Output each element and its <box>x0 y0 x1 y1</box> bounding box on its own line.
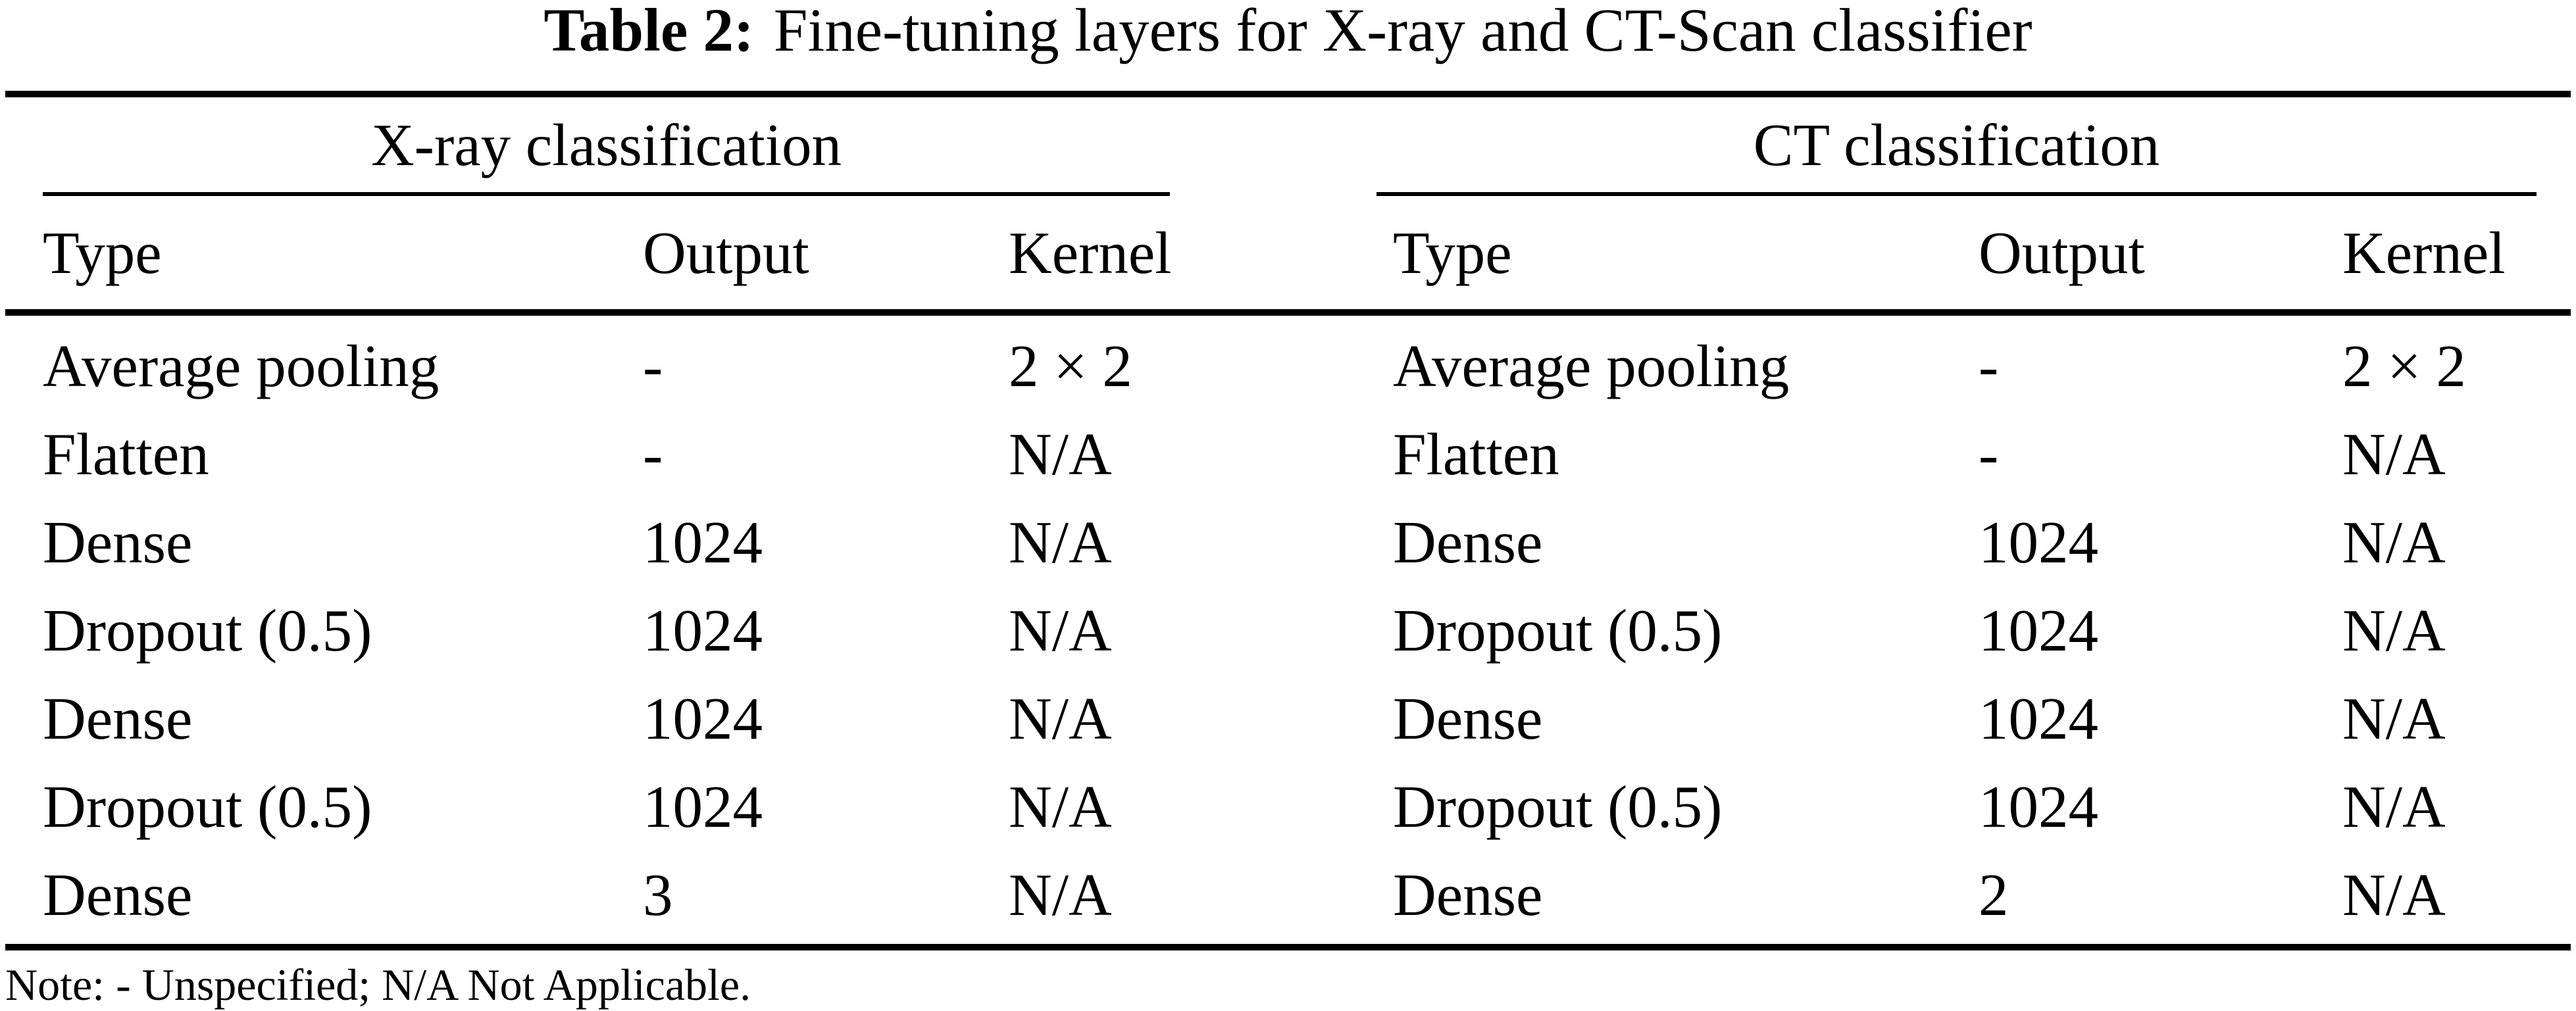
table-cell: 1024 <box>643 685 763 752</box>
table-cell: N/A <box>2342 420 2446 487</box>
table-cell: Dropout (0.5) <box>43 773 372 840</box>
table-cell: Dense <box>1393 861 1543 928</box>
table-row <box>0 851 2576 939</box>
table-row <box>0 762 2576 851</box>
table-rows <box>0 316 2576 939</box>
table-cell: Flatten <box>43 420 209 487</box>
table-cell: Dense <box>43 861 193 928</box>
group-header-row <box>43 97 2537 196</box>
column-header-output-xray: Output <box>643 219 809 286</box>
table-cell: 1024 <box>1979 508 2098 576</box>
table-cell: 2 <box>1979 861 2009 928</box>
table-row <box>0 586 2576 674</box>
table-cell: Dense <box>43 685 193 752</box>
table-cell: 1024 <box>643 773 763 840</box>
table-cell: 2 × 2 <box>1009 332 1132 399</box>
table-cell: N/A <box>2342 508 2446 576</box>
column-header-row <box>0 196 2576 309</box>
table-caption-text: Fine-tuning layers for X-ray and CT-Scan classifier <box>773 0 2033 64</box>
table-row <box>0 674 2576 762</box>
column-header-kernel-ct: Kernel <box>2342 219 2506 286</box>
table-cell: Dropout (0.5) <box>43 597 372 664</box>
group-header-xray-label: X-ray classification <box>370 111 842 178</box>
table-cell: N/A <box>1009 508 1112 576</box>
column-header-type-xray: Type <box>43 219 162 286</box>
group-header-xray <box>43 97 1170 196</box>
group-header-ct-label: CT classification <box>1753 111 2160 178</box>
group-header-ct <box>1376 97 2537 196</box>
table-cell: - <box>1979 420 1999 487</box>
table-cell: 2 × 2 <box>2342 332 2466 399</box>
table-cell: N/A <box>2342 685 2446 752</box>
table-cell: Average pooling <box>43 332 440 399</box>
table-row <box>0 322 2576 410</box>
table-cell: Dropout (0.5) <box>1393 773 1723 840</box>
table-caption-label: Table 2: <box>543 0 754 64</box>
table-cell: N/A <box>1009 861 1112 928</box>
table-cell: Flatten <box>1393 420 1559 487</box>
table-cell: N/A <box>2342 597 2446 664</box>
column-header-output-ct: Output <box>1979 219 2145 286</box>
table-cell: 1024 <box>1979 773 2098 840</box>
table-cell: - <box>643 420 663 487</box>
bottom-rule <box>5 944 2571 950</box>
table-cell: N/A <box>1009 597 1112 664</box>
table-cell: 1024 <box>1979 685 2098 752</box>
table-cell: 3 <box>643 861 673 928</box>
table-caption <box>0 0 2576 64</box>
table-row <box>0 498 2576 586</box>
table-cell: Dense <box>1393 685 1543 752</box>
table-cell: 1024 <box>643 597 763 664</box>
table-cell: 1024 <box>1979 597 2098 664</box>
table-cell: N/A <box>1009 685 1112 752</box>
table-cell: - <box>643 332 663 399</box>
top-rule <box>5 91 2571 97</box>
table-cell: Dense <box>43 508 193 576</box>
table-cell: N/A <box>1009 773 1112 840</box>
column-header-kernel-xray: Kernel <box>1009 219 1172 286</box>
table-cell: N/A <box>1009 420 1112 487</box>
table-note: Note: - Unspecified; N/A Not Applicable. <box>5 960 751 1010</box>
mid-rule <box>5 309 2571 316</box>
table-cell: Dropout (0.5) <box>1393 597 1723 664</box>
table-cell: N/A <box>2342 861 2446 928</box>
group-header-spacer <box>1170 97 1376 196</box>
table-cell: Dense <box>1393 508 1543 576</box>
table-cell: Average pooling <box>1393 332 1790 399</box>
table-cell: N/A <box>2342 773 2446 840</box>
table-cell: 1024 <box>643 508 763 576</box>
column-header-type-ct: Type <box>1393 219 1512 286</box>
table-cell: - <box>1979 332 1999 399</box>
table-row <box>0 410 2576 498</box>
